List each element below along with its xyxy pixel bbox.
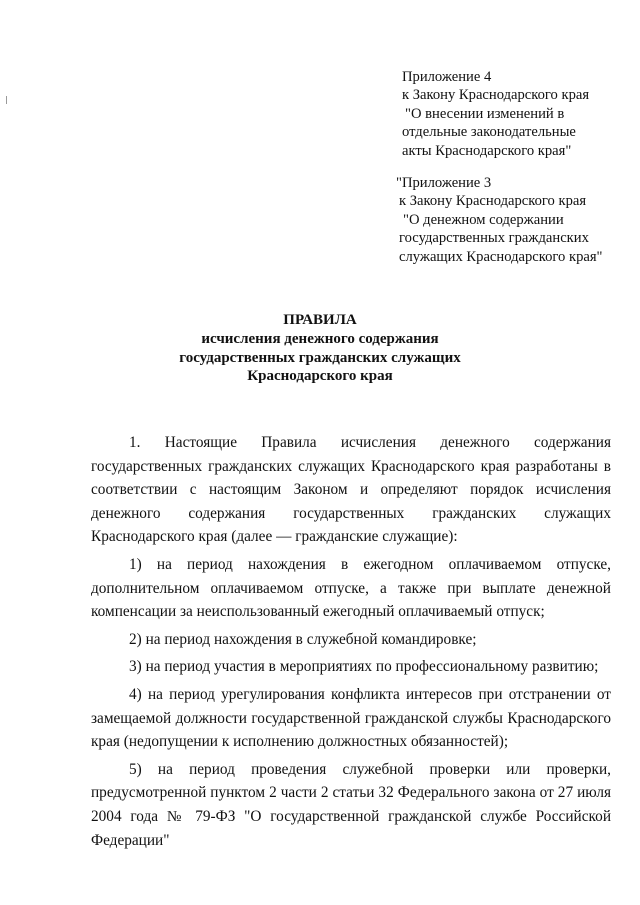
appendix-3-line: государственных гражданских: [399, 230, 589, 247]
paragraph-item-3: 3) на период участия в мероприятиях по профессиональному развитию;: [129, 658, 599, 676]
appendix-3-line: служащих Краснодарского края": [399, 248, 603, 265]
document-body: [91, 431, 611, 852]
document-title: [0, 311, 640, 386]
appendix-3-line: "Приложение 3: [396, 175, 492, 191]
title-subtitle-line: Краснодарского края: [247, 368, 393, 385]
appendix-3-line: "О денежном содержании: [403, 211, 564, 228]
paragraph-item-4: 4) на период урегулирования конфликта интересов при отстранении от замещаемой должности государственной гражданской службы Краснодарского края (недопущении к исполнению должностных обязанностей);: [91, 685, 611, 751]
appendix-4-line: к Закону Краснодарского края: [402, 87, 590, 104]
paragraph-item-2: 2) на период нахождения в служебной командировке;: [129, 630, 477, 648]
paragraph-1: 1. Настоящие Правила исчисления денежного содержания государственных гражданских служащих Краснодарского края разработаны в соответствии с настоящим Законом и определяют порядок исчисления денежного содержания государственных гражданских служащих Краснодарского края (далее — гражданские служащие):: [91, 434, 611, 546]
paragraph-item-5: 5) на период проведения служебной проверки или проверки, предусмотренной пунктом 2 части 2 статьи 32 Федерального закона от 27 июля 2004 года № 79-ФЗ "О государственной гражданской службе Российской Федерации": [91, 760, 611, 849]
appendix-4-line: акты Краснодарского края": [402, 142, 572, 159]
paragraph-item-1: 1) на период нахождения в ежегодном оплачиваемом отпуске, дополнительном оплачиваемом отпуске, а также при выплате денежной компенсации за неиспользованный ежегодный оплачиваемый отпуск;: [91, 555, 611, 621]
appendix-4-line: отдельные законодательные: [402, 124, 576, 141]
title-subtitle-line: государственных гражданских служащих: [179, 349, 461, 366]
appendix-4-line: Приложение 4: [402, 69, 492, 85]
appendix-4-header: [402, 68, 589, 160]
title-subtitle-line: исчисления денежного содержания: [201, 330, 439, 347]
title-heading: ПРАВИЛА: [283, 312, 357, 328]
appendix-4-line: "О внесении изменений в: [405, 105, 565, 122]
scan-margin-mark: [6, 96, 7, 104]
appendix-3-header: [396, 174, 603, 266]
appendix-3-line: к Закону Краснодарского края: [399, 193, 587, 210]
